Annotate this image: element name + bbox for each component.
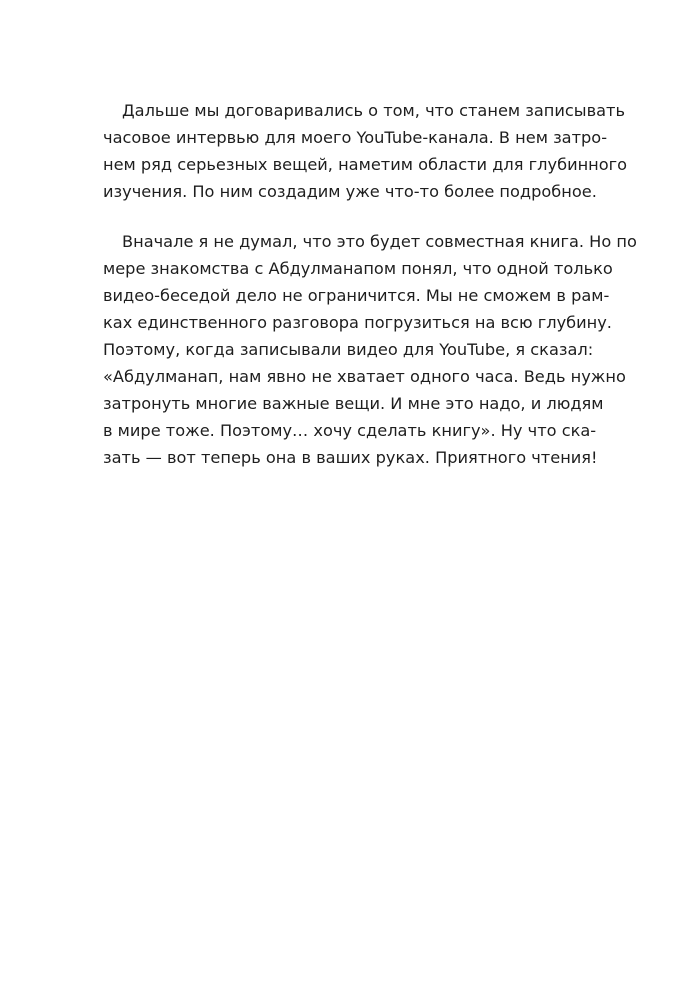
paragraph-2-line-6: «Абдулманап, нам явно не хватает одного часа. Ведь нужно: [103, 367, 626, 386]
paragraph-2-line-2: мере знакомства с Абдулманапом понял, что одной только: [103, 259, 613, 278]
paragraph-1: [103, 97, 628, 205]
paragraph-2-line-1: Вначале я не думал, что это будет совместная книга. Но по: [122, 232, 637, 251]
paragraph-2-line-7: затронуть многие важные вещи. И мне это надо, и людям: [103, 394, 604, 413]
paragraph-1-line-1: Дальше мы договаривались о том, что станем записывать: [122, 101, 625, 120]
paragraph-1-line-2: часовое интервью для моего YouTube-канала. В нем затро-: [103, 128, 608, 147]
paragraph-2-line-5: Поэтому, когда записывали видео для YouTube, я сказал:: [103, 340, 594, 359]
paragraph-1-line-3: нем ряд серьезных вещей, наметим области для глубинного: [103, 155, 628, 174]
paragraph-2-line-3: видео-беседой дело не ограничится. Мы не сможем в рам-: [103, 286, 610, 305]
paragraph-2: [103, 228, 637, 471]
paragraph-2-line-8: в мире тоже. Поэтому… хочу сделать книгу». Ну что ска-: [103, 421, 597, 440]
paragraph-1-line-4: изучения. По ним создадим уже что-то более подробное.: [103, 182, 597, 201]
paragraph-2-line-9: зать — вот теперь она в ваших руках. Приятного чтения!: [103, 448, 598, 467]
paragraph-2-line-4: ках единственного разговора погрузиться на всю глубину.: [103, 313, 612, 332]
